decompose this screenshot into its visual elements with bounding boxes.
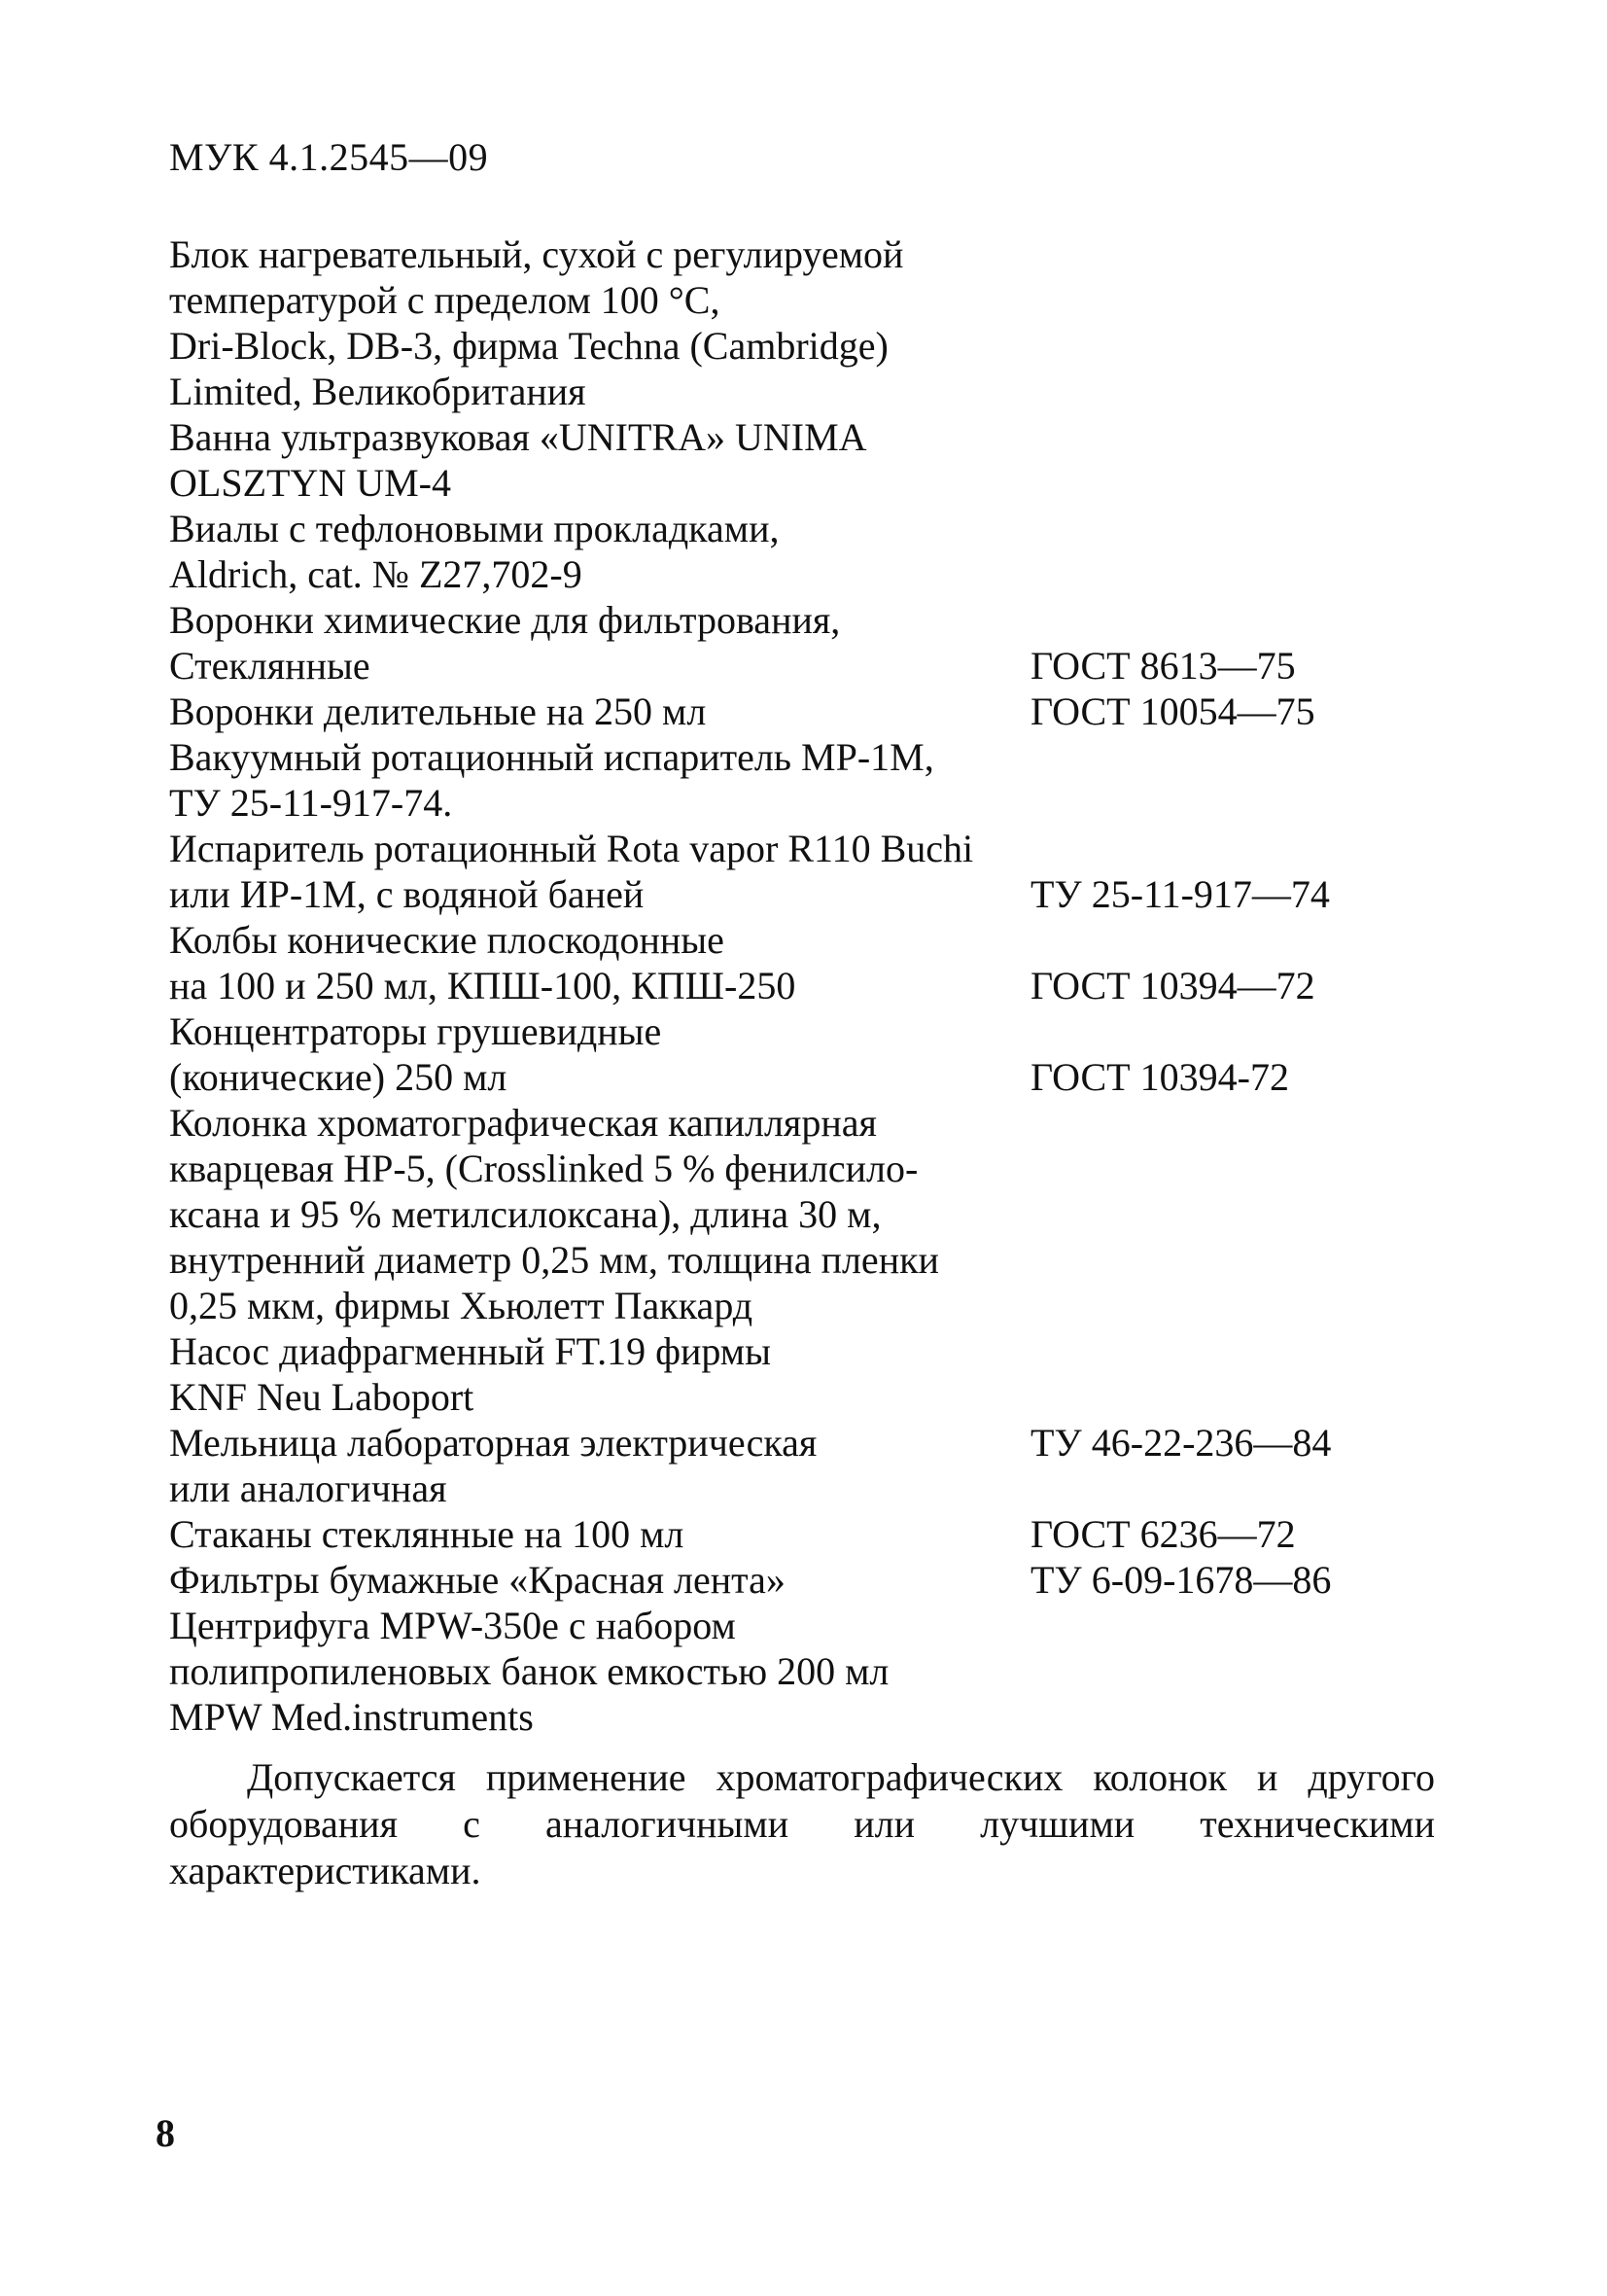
list-item xyxy=(169,689,1472,734)
list-item xyxy=(169,323,1472,369)
item-name: Dri-Block, DB-3, фирма Techna (Cambridge) xyxy=(169,324,889,368)
list-item xyxy=(169,1694,1472,1740)
list-item xyxy=(169,1557,1472,1603)
list-item xyxy=(169,1054,1472,1100)
item-standard: ГОСТ 10054—75 xyxy=(1031,689,1315,733)
list-item xyxy=(169,1328,1472,1374)
item-name: Виалы с тефлоновыми прокладками, xyxy=(169,507,780,550)
item-name: температурой с пределом 100 °С, xyxy=(169,278,720,322)
item-name: Колонка хроматографическая капиллярная xyxy=(169,1101,877,1145)
item-name: OLSZTYN UM-4 xyxy=(169,461,451,505)
item-standard: ГОСТ 6236—72 xyxy=(1031,1512,1296,1556)
list-item xyxy=(169,1603,1472,1648)
list-item xyxy=(169,231,1472,277)
list-item xyxy=(169,734,1472,780)
item-standard: ТУ 46-22-236—84 xyxy=(1031,1421,1332,1465)
list-item xyxy=(169,1237,1472,1283)
document-header: МУК 4.1.2545—09 xyxy=(169,135,489,179)
item-name: Воронки делительные на 250 мл xyxy=(169,689,707,733)
item-name: (конические) 250 мл xyxy=(169,1055,507,1099)
item-name: ТУ 25-11-917-74. xyxy=(169,781,453,825)
list-item xyxy=(169,369,1472,414)
page-number: 8 xyxy=(156,2111,175,2155)
item-name: кварцевая НР-5, (Crosslinked 5 % фенилсило- xyxy=(169,1147,919,1190)
item-name: Центрифуга MPW-350e с набором xyxy=(169,1604,736,1647)
item-name: Aldrich, cat. № Z27,702-9 xyxy=(169,552,582,596)
list-item xyxy=(169,597,1472,643)
item-name: или ИР-1М, с водяной баней xyxy=(169,872,645,916)
item-name: внутренний диаметр 0,25 мм, толщина пленки xyxy=(169,1238,939,1282)
list-item xyxy=(169,551,1472,597)
item-name: Фильтры бумажные «Красная лента» xyxy=(169,1558,786,1602)
item-name: Блок нагревательный, сухой с регулируемой xyxy=(169,232,904,276)
item-standard: ГОСТ 8613—75 xyxy=(1031,644,1296,688)
list-item xyxy=(169,917,1472,963)
list-item xyxy=(169,414,1472,460)
item-standard: ТУ 6-09-1678—86 xyxy=(1031,1558,1332,1602)
list-item xyxy=(169,963,1472,1008)
list-item xyxy=(169,826,1472,871)
item-name: Колбы конические плоскодонные xyxy=(169,918,724,962)
item-name: или аналогичная xyxy=(169,1466,447,1510)
item-standard: ГОСТ 10394-72 xyxy=(1031,1055,1289,1099)
item-name: 0,25 мкм, фирмы Хьюлетт Паккард xyxy=(169,1284,753,1327)
list-item xyxy=(169,1374,1472,1420)
item-name: Насос диафрагменный FT.19 фирмы xyxy=(169,1329,771,1373)
note-paragraph: Допускается применение хроматографических колонок и другого оборудования с аналогичными или лучшими техническими характеристиками. xyxy=(169,1755,1435,1892)
list-item xyxy=(169,1191,1472,1237)
item-name: Limited, Великобритания xyxy=(169,370,586,413)
item-name: на 100 и 250 мл, КПШ-100, КПШ-250 xyxy=(169,964,796,1007)
list-item xyxy=(169,871,1472,917)
item-name: Ванна ультразвуковая «UNITRA» UNIMA xyxy=(169,415,867,459)
item-standard: ГОСТ 10394—72 xyxy=(1031,964,1315,1007)
item-name: MPW Med.instruments xyxy=(169,1695,534,1739)
list-item xyxy=(169,1420,1472,1466)
item-name: ксана и 95 % метилсилоксана), длина 30 м, xyxy=(169,1192,882,1236)
item-name: Стаканы стеклянные на 100 мл xyxy=(169,1512,684,1556)
equipment-list xyxy=(169,231,1472,1740)
list-item xyxy=(169,1146,1472,1191)
list-item xyxy=(169,460,1472,506)
item-name: Испаритель ротационный Rota vapor R110 Buchi xyxy=(169,827,974,870)
list-item xyxy=(169,1466,1472,1511)
list-item xyxy=(169,1648,1472,1694)
list-item xyxy=(169,506,1472,551)
list-item xyxy=(169,780,1472,826)
list-item xyxy=(169,1100,1472,1146)
item-name: Мельница лабораторная электрическая xyxy=(169,1421,818,1465)
item-name: Вакуумный ротационный испаритель МР-1М, xyxy=(169,735,934,779)
item-name: Стеклянные xyxy=(169,644,370,688)
list-item xyxy=(169,1008,1472,1054)
item-name: Концентраторы грушевидные xyxy=(169,1009,662,1053)
list-item xyxy=(169,1283,1472,1328)
item-name: Воронки химические для фильтрования, xyxy=(169,598,841,642)
list-item xyxy=(169,1511,1472,1557)
item-standard: ТУ 25-11-917—74 xyxy=(1031,872,1330,916)
list-item xyxy=(169,277,1472,323)
list-item xyxy=(169,643,1472,689)
item-name: KNF Neu Laboport xyxy=(169,1375,474,1419)
item-name: полипропиленовых банок емкостью 200 мл xyxy=(169,1649,890,1693)
